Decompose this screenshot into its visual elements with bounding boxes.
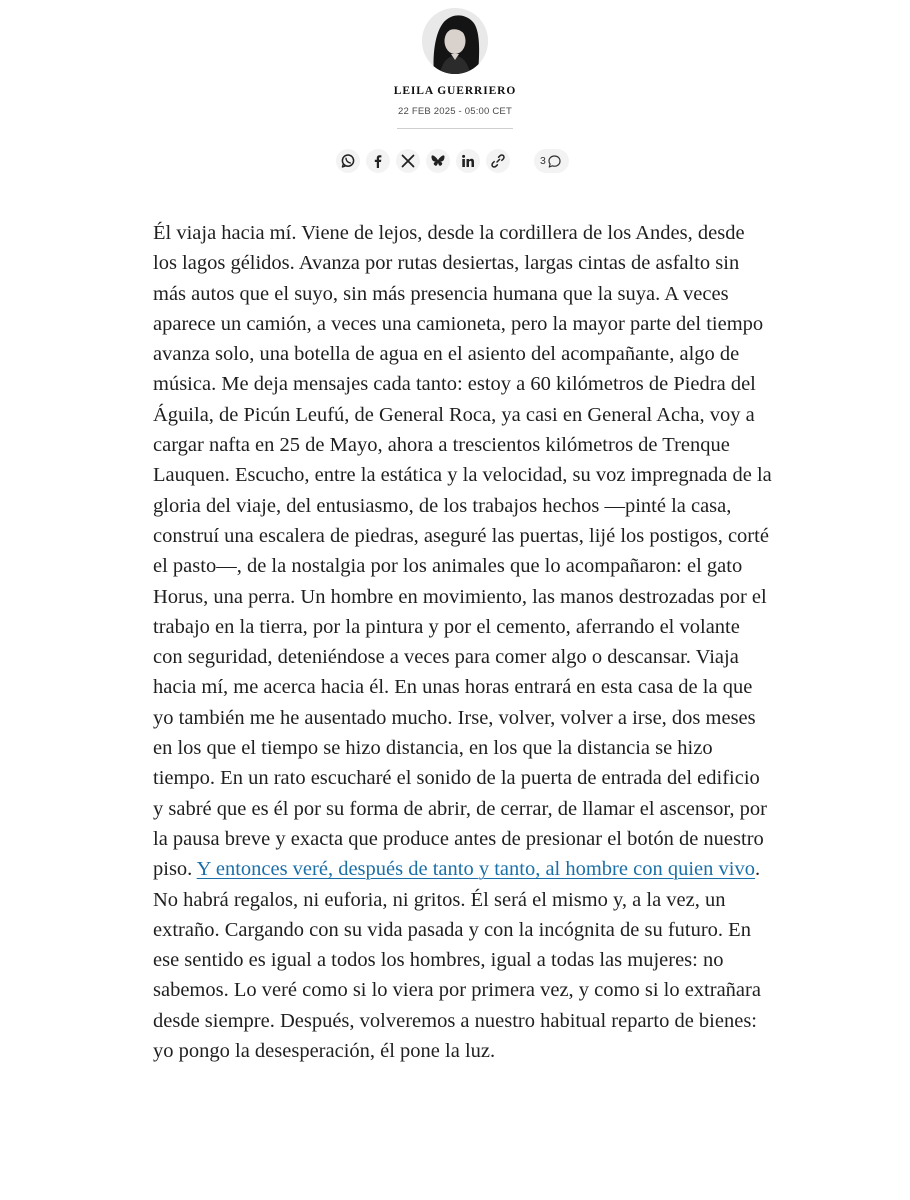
comment-bubble-icon	[547, 154, 562, 169]
share-x-button[interactable]	[396, 149, 420, 173]
publication-date: 22 FEB 2025 - 05:00 CET	[398, 106, 512, 117]
article-body	[153, 218, 773, 1066]
comment-count: 3	[540, 155, 546, 167]
author-avatar[interactable]	[422, 8, 488, 74]
author-name[interactable]: LEILA GUERRIERO	[393, 85, 517, 97]
share-facebook-button[interactable]	[366, 149, 390, 173]
copy-link-button[interactable]	[486, 149, 510, 173]
author-byline	[0, 8, 910, 129]
article-text-before-link: Él viaja hacia mí. Viene de lejos, desde la cordillera de los Andes, desde los lagos gélidos. Avanza por rutas desiertas, largas cintas de asfalto sin más autos que el suyo, sin más presencia humana que la suya. A veces aparece un camión, a veces una camioneta, pero la mayor parte del tiempo avanza solo, una botella de agua en el asiento del acompañante, algo de música. Me deja mensajes cada tanto: estoy a 60 kilómetros de Piedra del Águila, de Picún Leufú, de General Roca, ya casi en General Acha, voy a cargar nafta en 25 de Mayo, ahora a trescientos kilómetros de Trenque Lauquen. Escucho, entre la estática y la velocidad, su voz impregnada de la gloria del viaje, del entusiasmo, de los trabajos hechos —pinté la casa, construí una escalera de piedras, aseguré las puertas, lijé los postigos, corté el pasto—, de la nostalgia por los animales que lo acompañaron: el gato Horus, una perra. Un hombre en movimiento, las manos destrozadas por el trabajo en la tierra, por la pintura y por el cemento, aferrando el volante con seguridad, deteniéndose a veces para comer algo o descansar. Viaja hacia mí, me acerca hacia él. En unas horas entrará en esta casa de la que yo también me he ausentado mucho. Irse, volver, volver a irse, dos meses en los que el tiempo se hizo distancia, en los que la distancia se hizo tiempo. En un rato escucharé el sonido de la puerta de entrada del edificio y sabré que es él por su forma de abrir, de cerrar, de llamar el ascensor, por la pausa breve y exacta que produce antes de presionar el botón de nuestro piso.	[153, 222, 772, 881]
whatsapp-icon	[340, 153, 356, 169]
link-icon	[490, 153, 506, 169]
share-whatsapp-button[interactable]	[336, 149, 360, 173]
article-inline-link[interactable]: Y entonces veré, después de tanto y tanto, al hombre con quien vivo	[196, 858, 755, 881]
bluesky-icon	[430, 153, 446, 169]
linkedin-icon	[460, 153, 476, 169]
facebook-icon	[370, 153, 386, 169]
x-icon	[400, 153, 416, 169]
share-linkedin-button[interactable]	[456, 149, 480, 173]
author-portrait-icon	[422, 8, 488, 74]
article-text-after-link: . No habrá regalos, ni euforia, ni gritos. Él será el mismo y, a la vez, un extraño. Cargando con su vida pasada y con la incógnita de su futuro. En ese sentido es igual a todos los hombres, igual a todas las mujeres: no sabemos. Lo veré como si lo viera por primera vez, y como si lo extrañara desde siempre. Después, volveremos a nuestro habitual reparto de bienes: yo pongo la desesperación, él pone la luz.	[153, 858, 761, 1063]
share-bluesky-button[interactable]	[426, 149, 450, 173]
share-toolbar	[336, 148, 569, 174]
comments-button[interactable]	[534, 149, 569, 173]
byline-divider	[397, 128, 513, 129]
